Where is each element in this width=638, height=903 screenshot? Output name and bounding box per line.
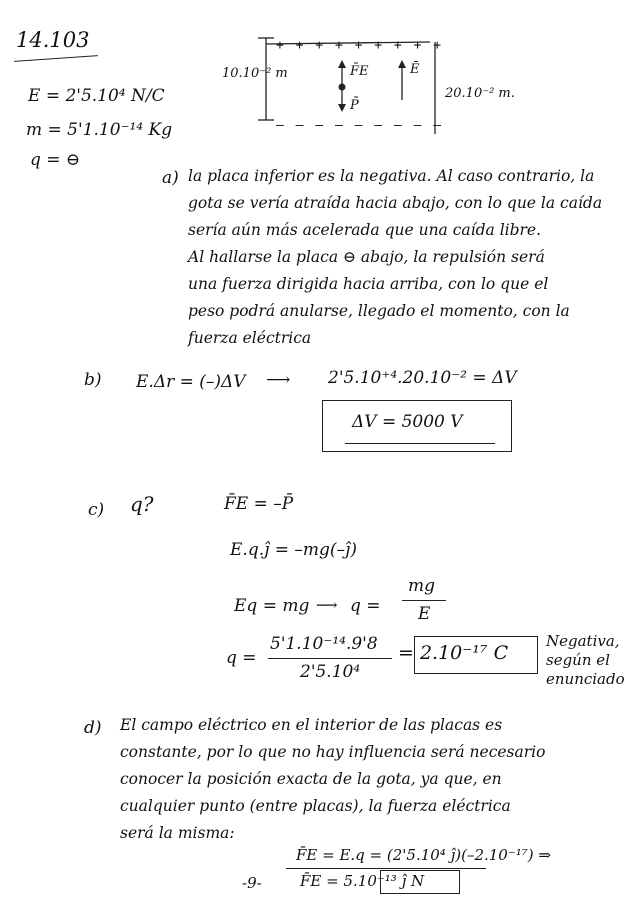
part-c-eq4-left: q =	[226, 648, 257, 668]
part-c-note-line: Negativa,	[546, 632, 620, 650]
part-d-line: será la misma:	[120, 824, 235, 842]
weight-label: P̄	[350, 98, 359, 113]
part-c-question: q?	[130, 492, 154, 516]
part-b-equation: E.Δr = (–)ΔV	[136, 372, 246, 392]
part-c-note-line: enunciado	[546, 670, 625, 688]
part-b-result-underline	[345, 443, 495, 444]
top-plate-charges: + + + + + + + + +	[276, 38, 444, 53]
part-a-line: fuerza eléctrica	[188, 329, 312, 347]
part-d-line: El campo eléctrico en el interior de las placas es	[120, 716, 503, 734]
part-c-eq3-left: Eq = mg	[234, 596, 310, 616]
part-d-result-box	[380, 870, 460, 894]
header-underline	[14, 55, 98, 62]
part-c-label: c)	[88, 500, 105, 520]
part-d-eq2: F̄E = 5.10⁻¹³ ĵ N	[300, 872, 425, 890]
bottom-plate-charges: – – – – – – – – –	[276, 118, 444, 133]
part-d-text	[120, 712, 545, 847]
part-c-eq4-result: = 2.10⁻¹⁷ C	[398, 642, 509, 664]
part-c-eq3-numerator: mg	[408, 576, 436, 596]
part-c-note	[546, 632, 625, 689]
part-a-label: a)	[162, 168, 179, 188]
part-d-line: cualquier punto (entre placas), la fuerza eléctrica	[120, 797, 511, 815]
part-c-result-box	[414, 636, 538, 674]
part-d-eq1: F̄E = E.q = (2'5.10⁴ ĵ)(–2.10⁻¹⁷) ⇒	[296, 846, 551, 864]
part-c-eq4-numerator: 5'1.10⁻¹⁴.9'8	[270, 634, 378, 654]
part-c-eq4-denominator: 2'5.10⁴	[300, 662, 361, 682]
part-c-eq3-arrow: ⟶	[316, 596, 338, 614]
given-mass: m = 5'1.10⁻¹⁴ Kg	[26, 120, 173, 140]
part-c-eq2: E.q.ĵ = –mg(–ĵ)	[230, 540, 357, 560]
right-dimension: 20.10⁻² m.	[445, 86, 515, 101]
field-label: Ē	[410, 62, 420, 77]
left-dimension: 10.10⁻² m	[222, 66, 288, 81]
part-d-line: conocer la posición exacta de la gota, ya que, en	[120, 770, 502, 788]
part-b-label: b)	[84, 370, 102, 390]
part-d-line: constante, por lo que no hay influencia será necesario	[120, 743, 546, 761]
part-c-eq3-right: q =	[350, 596, 381, 616]
force-label: F̄E	[350, 64, 369, 79]
part-a-text	[188, 163, 602, 352]
part-b-arrow: ⟶	[266, 370, 291, 390]
part-b-substitution: 2'5.10⁺⁴.20.10⁻² = ΔV	[328, 368, 517, 388]
given-charge: q = ⊖	[30, 150, 81, 170]
part-a-line: sería aún más acelerada que una caída libre.	[188, 221, 542, 239]
part-a-line: Al hallarse la placa ⊖ abajo, la repulsión será	[188, 248, 545, 266]
part-a-line: la placa inferior es la negativa. Al caso contrario, la	[188, 167, 595, 185]
page-number: -9-	[242, 874, 262, 892]
part-c-eq4-fraction-bar	[268, 658, 392, 659]
part-c-eq3-denominator: E	[418, 604, 431, 624]
problem-number: 14.103	[16, 28, 90, 52]
part-c-note-line: según el	[546, 651, 610, 669]
part-c-eq1: F̄E = –P̄	[224, 494, 294, 514]
part-a-line: gota se vería atraída hacia abajo, con lo que la caída	[188, 194, 603, 212]
given-field: E = 2'5.10⁴ N/C	[28, 86, 165, 106]
part-d-label: d)	[84, 718, 102, 738]
part-b-result: ΔV = 5000 V	[352, 412, 463, 432]
part-c-eq3-fraction-bar	[402, 600, 446, 601]
part-a-line: una fuerza dirigida hacia arriba, con lo que el	[188, 275, 549, 293]
part-a-line: peso podrá anularse, llegado el momento, con la	[188, 302, 570, 320]
